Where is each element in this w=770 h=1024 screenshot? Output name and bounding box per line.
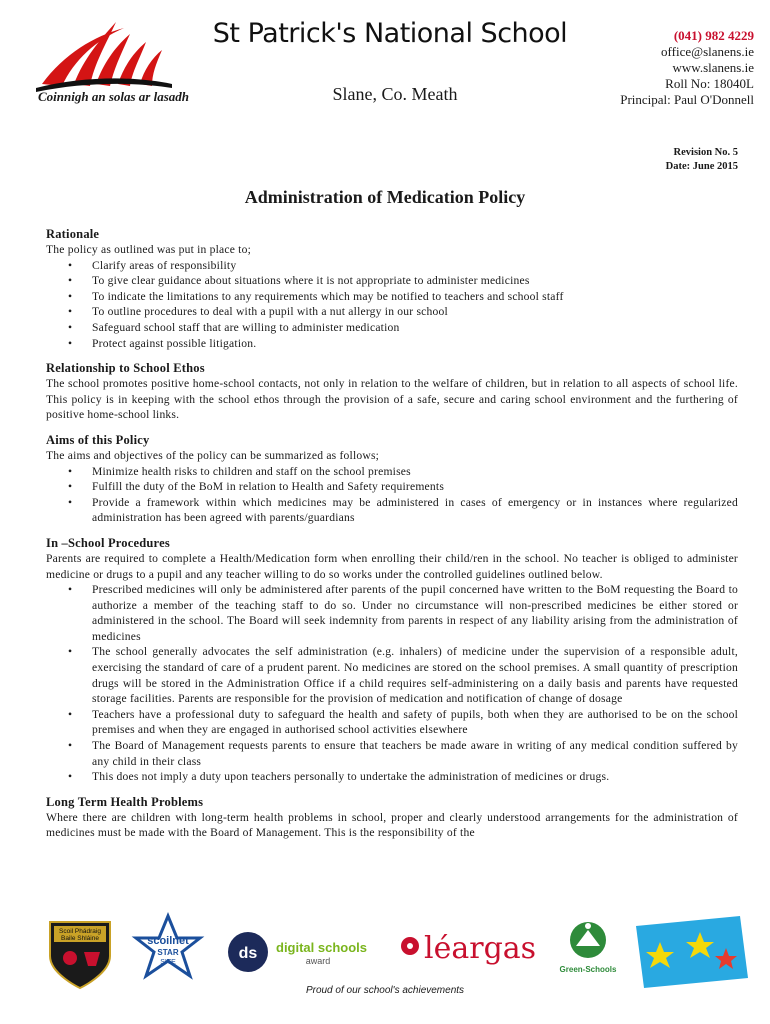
list-item: • To indicate the limitations to any requirements which may be notified to teachers and school staff (92, 289, 738, 305)
section-heading-procedures: In –School Procedures (46, 535, 170, 550)
revision-date: Date: June 2015 (665, 161, 738, 172)
list-item: • The school generally advocates the self administration (e.g. inhalers) of medicine under the supervision of a responsible adult, exercising the standard of care of a prudent parent. No medicines are stored on the school premises. A small quantity of prescription drugs will be stored in the Administration Office if a child requires self-administering on a daily basis and parents have requested storage facilities. Parents are responsible for the provision of medication and notification of change of dosage (92, 644, 738, 706)
school-logo-flames-icon (34, 14, 174, 92)
green-schools-icon (560, 922, 617, 974)
policy-content (46, 226, 738, 841)
digital-schools-award-icon (228, 932, 367, 972)
footer-caption: Proud of our school's achievements (305, 985, 465, 996)
document-title: Administration of Medication Policy (244, 187, 526, 207)
leargas-logo-icon (401, 931, 536, 966)
list-item: • This does not imply a duty upon teachers personally to undertake the administration of medicines or drugs. (92, 769, 738, 785)
section-heading-aims: Aims of this Policy (46, 432, 150, 447)
list-item: • To give clear guidance about situations where it is not appropriate to administer medicines (92, 273, 738, 289)
scoilnet-star-site-icon (136, 916, 200, 976)
school-motto: Coinnigh an solas ar lasadh (38, 89, 190, 104)
list-item: • To outline procedures to deal with a pupil with a nut allergy in our school (92, 304, 738, 320)
phone-number: (041) 982 4229 (673, 28, 754, 43)
school-crest-icon (50, 922, 110, 988)
active-flag-stars-icon (636, 916, 748, 988)
principal-name: Principal: Paul O'Donnell (620, 92, 754, 107)
revision-number: Revision No. 5 (673, 147, 738, 158)
digital-schools-label: digital schools (276, 940, 368, 955)
section-heading-ethos: Relationship to School Ethos (46, 361, 205, 376)
website-link[interactable]: www.slanens.ie (672, 60, 754, 75)
section-heading-long-term: Long Term Health Problems (46, 794, 204, 809)
rationale-intro: The policy as outlined was put in place to; (46, 243, 252, 256)
list-item: • The Board of Management requests parents to ensure that teachers be made aware in writing of any medical condition suffered by any child in their class (92, 738, 738, 769)
scoilnet-label: scoilnet (147, 935, 189, 947)
crest-text-line-2: Baile Shláine (61, 935, 99, 942)
list-item: • Protect against possible litigation. (92, 336, 738, 352)
footer-logos (0, 912, 770, 992)
aims-list (46, 464, 738, 526)
list-item: • Prescribed medicines will only be administered after parents of the pupil concerned have written to the BoM requesting the Board to authorize a member of the teaching staff to do so. Under no circumstance will non-prescribed medicines be either stored or administered in the school. The Board will seek indemnity from parents in respect of any liability arising from the administration of medicines (92, 582, 738, 644)
aims-intro: The aims and objectives of the policy can be summarized as follows; (46, 448, 380, 462)
ethos-text: The school promotes positive home-school contacts, not only in relation to the welfare of children, but in relation to all aspects of school life. This policy is in keeping with the school ethos through the provision of a safe, secure and caring school environment and the furthering of positive home-school links. (46, 377, 738, 422)
scoilnet-site-label: SITE (160, 959, 176, 966)
crest-text-line-1: Scoil Phádraig (59, 928, 101, 935)
list-item: • Clarify areas of responsibility (92, 258, 738, 274)
leargas-label: léargas (424, 931, 537, 966)
roll-number: Roll No: 18040L (665, 76, 754, 91)
rationale-list (46, 258, 738, 352)
ds-monogram: ds (238, 945, 258, 962)
list-item: • Minimize health risks to children and staff on the school premises (92, 464, 738, 480)
school-name: St Patrick's National School (212, 18, 568, 49)
procedures-intro: Parents are required to complete a Health/Medication form when enrolling their child/ren in the school. No teacher is obliged to administer medicine or drugs to a pupil and any teacher willing to do so works under the controlled guidelines outlined below. (46, 551, 738, 581)
list-item: • Provide a framework within which medicines may be administered in cases of emergency or in instances where regularized administration has been agreed with parents/guardians (92, 495, 738, 526)
scoilnet-star-label: STAR (157, 948, 179, 957)
list-item: • Fulfill the duty of the BoM in relation to Health and Safety requirements (92, 479, 738, 495)
list-item: • Safeguard school staff that are willing to administer medication (92, 320, 738, 336)
award-label: award (305, 956, 331, 966)
green-schools-label: Green-Schools (559, 965, 617, 974)
school-location: Slane, Co. Meath (332, 84, 458, 104)
section-heading-rationale: Rationale (46, 227, 100, 241)
list-item: • Teachers have a professional duty to safeguard the health and safety of pupils, both when they are authorised to be on the school premises and when they are engaged in authorised school activities elsewhere (92, 707, 738, 738)
long-term-text: Where there are children with long-term health problems in school, proper and clearly understood arrangements for the administration of medicines must be made with the Board of Management. This is the responsibility of the (46, 810, 738, 840)
procedures-list (46, 582, 738, 785)
contact-block (620, 28, 754, 108)
email-address[interactable]: office@slanens.ie (661, 44, 754, 59)
revision-block (666, 146, 738, 174)
